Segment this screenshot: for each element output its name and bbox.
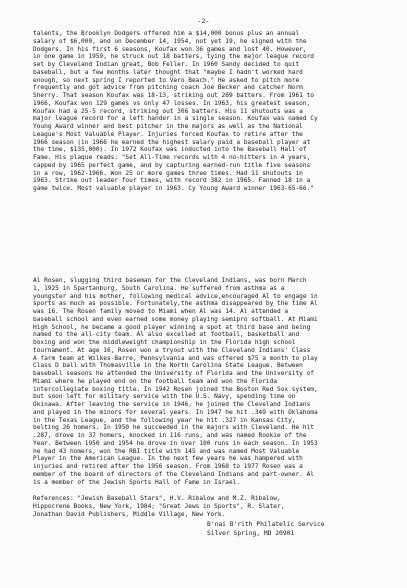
page-number: -2- <box>197 17 210 25</box>
signature-organization: B'nai B'rith Philatelic Service <box>207 521 325 528</box>
paragraph-references: References: "Jewish Baseball Stars", H.V. Ribalow and M.Z. Ribalow, Hippocrene Books, New York, 1984; "Great Jews in Sports", R. Slater, Jonathan David Publishers, Middle Village, New York. <box>33 495 285 518</box>
signature-location: Silver Spring, MD 20901 <box>207 530 295 537</box>
paragraph-koufax: talents, the Brooklyn Dodgers offered him a $14,000 bonus plus an annual salary of $6,000, and on December 14, 1954, not yet 19, he signed with the Dodgers. In his first 6 seasons, Koufax won 36 games and lost 40. However, in one game in 1959, he struck out 18 batters, tying the major league record set by Cleveland Indian great, Bob Feller. In 1960 Sandy decided to quit baseball, but a few months later thought that "maybe I hadn't worked hard enough, so next spring I reported to Vero Beach." He asked to pitch more frequently and got advice from pitching coach Joe Becker and catcher Norm Sherry. That season Koufax was 18-13, striking out 269 batters. From 1961 to 1966, Koufax won 129 games vs only 47 losses. In 1963, his greatest season, Koufax had a 25-5 record, striking out 306 batters. His 11 shutouts was a major league record for a left hander in a single season. Koufax was named Cy Young Award winner and best pitcher in the majors as well as the National League's Most Valuable Player. Injuries forced Koufax to retire after the 1966 season (in 1966 he earned the highest salary paid a baseball player at the time, $135,000). In 1972 Koufax was inducted into the Baseball Hall of Fame. His plaque reads: "Set All-Time records with 4 no-hitters in 4 years, capped by 1965 perfect game, and by capturing earned-run title five seasons in a row, 1962-1966. Won 25 or more games three times. Had 11 shutouts in 1963. Strike out leader four times, with record 382 in 1965. Fanned 18 in a game twice. Most valuable player in 1963. Cy Young Award winner 1963-65-66." <box>33 30 318 192</box>
paragraph-rosen: Al Rosen, slugging third baseman for the Cleveland Indians, was born March 1, 1925 in Spartanburg, South Carolina. He suffered from asthma as a youngster and his mother, following medical advice,encouraged Al to engage in sports as much as possible. Fortunately,the asthma disappeared by the time Al was 16. The Rosen family moved to Miami when Al was 14. Al attended a baseball school and even earned some money playing semipro softball. At Miami High School, he became a good player winning a spot at third base and being named to the all-city team. Al also excelled at football, basketball and boxing and won the middleweight championship in the Florida high school tournament. At age 16, Rosen won a tryout with the Cleveland Indians' Class A farm team at Wilkes-Barre, Pennsylvania and was offered $75 a month to play Class D ball with Thomasville in the North Carolina State League. Between baseball seasons he attended the University of Florida and the University of Miami where he played end on the football team and won the Florida intercollegiate boxing title. In 1942 Rosen joined the Boston Red Sox system, but soon left for military service with the U.S. Navy, spending time on Okinawa. After leaving the service in 1946, he joined the Cleveland Indians and played in the minors for several years. In 1947 he hit .349 with Oklahoma in the Texas League, and the following year he hit .327 in Kansas City, belting 26 homers. In 1950 he succeeded in the majors with Cleveland. He hit .287, drove in 37 homers, knocked in 116 runs, and was named Rookie of the Year. Between 1950 and 1954 he drove in over 100 runs in each season. In 1953 he had 43 homers, won the RBI title with 145 and was named Most Valuable Player in the American League. In the next few years he was hampered with injuries and retired after the 1956 season. From 1968 to 1977 Rosen was a member of the board of directors of the Cleveland Indians and part-owner. Al is a member of the Jewish Sports Hall of Fame in Israel. <box>33 277 318 486</box>
